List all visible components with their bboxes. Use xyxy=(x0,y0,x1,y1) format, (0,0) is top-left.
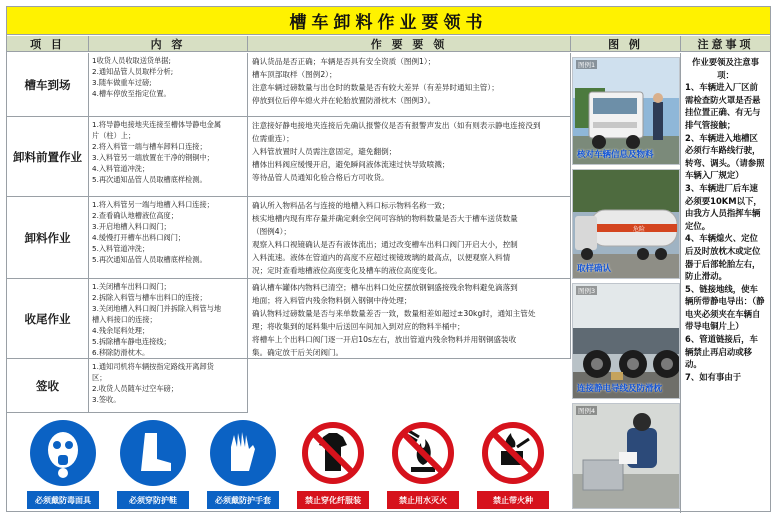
requirement-line: 况；定时查看地槽液位高度变化及槽车的液位高度变化。 xyxy=(252,266,442,275)
sign-no-water-extinguish xyxy=(387,417,459,509)
requirement-line: 等待品管人员通知化验合格后方可收货。 xyxy=(252,173,389,182)
inspection-photo-illustration xyxy=(573,404,680,509)
requirement-line: 入料管放置时人员需注意固定，避免翻倒； xyxy=(252,147,397,156)
figure-caption: 核对车辆信息及物料 xyxy=(577,150,654,160)
sign-gas-mask xyxy=(27,417,99,509)
sign-no-synthetic-clothing xyxy=(297,417,369,509)
sign-label: 必须戴防护手套 xyxy=(207,491,279,509)
content-line: 3.入料管另一端放置在干净的钢铜中； xyxy=(92,153,214,162)
note-item: 6、管道链接后，车辆禁止再启动或移动。 xyxy=(685,334,758,370)
content-line: 1.通知司机将车辆按指定路线开离卸货 xyxy=(92,362,214,371)
note-item: 3、车辆进厂后车速必须要10KM以下，由我方人员指挥车辆定位。 xyxy=(685,182,762,231)
requirement-line: 确认槽车罐体内物料已清空；槽车出料口处应摆放钢铜盛接残余物料避免滴落到 xyxy=(252,283,518,292)
row-item-unload: 卸料作业 xyxy=(7,197,89,279)
requirement-line: 注意车辆过磅数量与出仓时的数量是否有较大差异（有差异时通知主管）； xyxy=(252,83,499,92)
notes-heading: 作业要领及注意事项： xyxy=(692,57,759,80)
requirement-line: 位需重连）； xyxy=(252,134,294,143)
figure-2-photo xyxy=(572,169,680,279)
notes-panel xyxy=(681,53,770,513)
figure-caption: 取样确认 xyxy=(577,264,612,274)
row-content-pre-unload xyxy=(89,117,248,197)
content-line: 1.将入料管另一端与地槽入料口连接； xyxy=(92,200,214,209)
header-figure: 图 例 xyxy=(571,36,681,52)
content-line: 4.入料管道冲洗； xyxy=(92,164,150,173)
protective-gloves-icon xyxy=(207,417,279,489)
tanker-hazard-label: 危险 xyxy=(633,226,646,233)
sign-no-fire-source xyxy=(477,417,549,509)
requirement-line: 集。确定放干后关闭阀门。 xyxy=(252,348,344,357)
content-line: 2.通知品管人员取样分析; xyxy=(92,67,174,76)
row-item-arrival: 槽车到场 xyxy=(7,53,89,117)
row-content-unload xyxy=(89,197,248,279)
work-instruction-board xyxy=(6,6,771,512)
figure-tag: 图例3 xyxy=(578,287,596,295)
note-item: 7、如有事由于 xyxy=(685,371,742,382)
row-item-pre-unload: 卸料前置作业 xyxy=(7,117,89,197)
row-item-signoff: 签收 xyxy=(7,359,89,413)
content-line: 1.关闭槽车出料口阀门； xyxy=(92,282,171,291)
content-line: 2.收货人员随车过空车磅； xyxy=(92,384,178,393)
content-line: 片（柱）上； xyxy=(92,131,136,140)
content-line: 1收货人员收取送货单据; xyxy=(92,56,171,65)
note-item: 4、车辆熄火、定位后及时放枕木或定位器于后部轮胎左右，防止滑动。 xyxy=(685,233,761,282)
row-item-finish: 收尾作业 xyxy=(7,279,89,359)
content-line: 5.拆除槽车静电连接线； xyxy=(92,337,171,346)
requirement-line: （图例4）； xyxy=(252,227,291,236)
requirement-line: 理；将收集到的尾料集中后送回车间加入到对应的物料半桶中； xyxy=(252,322,465,331)
content-line: 6.移除防滑枕木。 xyxy=(92,348,150,357)
requirement-line: 将槽车上个出料口阀门逐一开启10s左右，放出管道内残余物料并用钢铜盛装收 xyxy=(252,335,517,344)
requirement-line: 地面；将入料管内残余物料倒入钢铜中待处理； xyxy=(252,296,412,305)
protective-boots-icon xyxy=(117,417,189,489)
note-item: 5、链接地线，使车辆所带静电导出：（静电夹必须夹在车辆自带导电铜片上） xyxy=(685,283,765,332)
sign-label: 必须穿防护鞋 xyxy=(117,491,189,509)
figure-tag: 图例1 xyxy=(578,61,596,69)
header-notes: 注意事项 xyxy=(681,36,770,52)
sign-protective-boots xyxy=(117,417,189,509)
requirement-line: 槽车顶部取样（图例2）； xyxy=(252,70,337,79)
content-line: 5.再次通知品管人员取槽底样检测。 xyxy=(92,255,207,264)
row-requirement-unload xyxy=(248,197,571,279)
row-content-finish xyxy=(89,279,248,359)
figure-3-photo xyxy=(572,283,680,399)
sign-label: 必须戴防毒面具 xyxy=(27,491,99,509)
requirement-line: 停放到位后停车熄火并在轮胎放置防滑枕木（图例3）。 xyxy=(252,96,436,105)
content-line: 1.将导静电接地夹连接至槽体导静电金属 xyxy=(92,120,222,129)
figure-4-photo xyxy=(572,403,680,509)
row-content-signoff xyxy=(89,359,248,413)
content-line: 4.槽车停放至指定位置。 xyxy=(92,89,171,98)
content-line: 2.将入料管一端与槽车卸料口连接； xyxy=(92,142,207,151)
requirement-line: 入料流速。液体在管道内的高度不应超过视镜玻璃的最高点，以便观察入料情 xyxy=(252,253,511,262)
sign-label: 禁止带火种 xyxy=(477,491,549,509)
content-line: 3.关闭地槽入料口阀门并拆除入料管与地 xyxy=(92,304,222,313)
gas-mask-icon xyxy=(27,417,99,489)
requirement-line: 观察入料口视镜确认是否有液体流出；通过改变槽车出料口阀门开启大小，控制 xyxy=(252,240,518,249)
content-line: 槽入料接口的连接； xyxy=(92,315,157,324)
content-line: 4.缓慢打开槽车出料口阀门； xyxy=(92,233,186,242)
note-item: 1、车辆进入厂区前需检查防火罩是否悬挂位置正确、有无与排气管接触； xyxy=(685,82,761,130)
header-item: 项 目 xyxy=(7,36,89,52)
sign-label: 禁止穿化纤服装 xyxy=(297,491,369,509)
requirement-line: 注意接好静电接地夹连接后先确认报警仪是否有报警声发出（如有则表示静电连接没到 xyxy=(252,121,541,130)
content-line: 4.残余尾料处理； xyxy=(92,326,150,335)
no-fire-source-icon xyxy=(477,417,549,489)
figure-1-photo xyxy=(572,57,680,165)
figure-caption: 连接静电导线及防滑枕 xyxy=(577,384,663,394)
requirement-line: 确认物料过磅数量是否与来单数量差否一致，数量相差如超过±30kg时，通知主管处 xyxy=(252,309,536,318)
no-synthetic-clothing-icon xyxy=(297,417,369,489)
no-water-extinguish-icon xyxy=(387,417,459,489)
figure-tag: 图例4 xyxy=(578,407,596,415)
note-item: 2、车辆进入地槽区必须行车路线行驶，转弯、调头。（请参照车辆入厂规定） xyxy=(685,132,765,181)
content-line: 区； xyxy=(92,373,107,382)
content-line: 3.签收。 xyxy=(92,395,121,404)
row-content-arrival xyxy=(89,53,248,117)
page-title: 槽车卸料作业要领书 xyxy=(289,13,488,33)
requirement-line: 槽体出料阀应缓慢开启，避免瞬间液体流速过快导致喷溅； xyxy=(252,160,450,169)
row-requirement-pre-unload xyxy=(248,117,571,197)
content-line: 3.开启地槽入料口阀门； xyxy=(92,222,171,231)
row-requirement-finish xyxy=(248,279,571,359)
requirement-line: 确认货品是否正确；车辆是否具有安全资质（图例1）； xyxy=(252,57,436,66)
content-line: 2.拆除入料管与槽车出料口的连接； xyxy=(92,293,207,302)
row-requirement-arrival xyxy=(248,53,571,117)
content-line: 5.再次通知品管人员取槽底样检测。 xyxy=(92,175,207,184)
header-requirement: 作 要 要 领 xyxy=(248,36,571,52)
header-content: 内 容 xyxy=(89,36,248,52)
requirement-line: 核实地槽内现有库存量并确定剩余空间可容纳的物料数量是否大于槽车送货数量 xyxy=(252,214,518,223)
content-line: 2.查看确认地槽液位高度； xyxy=(92,211,178,220)
title-bar xyxy=(7,7,770,35)
sign-protective-gloves xyxy=(207,417,279,509)
content-line: 3.随车做重车过磅; xyxy=(92,78,152,87)
content-line: 5.入料管道冲洗； xyxy=(92,244,150,253)
sign-label: 禁止用水灭火 xyxy=(387,491,459,509)
requirement-line: 确认所入物料品名与连接的地槽入料口标示物料名称一致； xyxy=(252,201,450,210)
